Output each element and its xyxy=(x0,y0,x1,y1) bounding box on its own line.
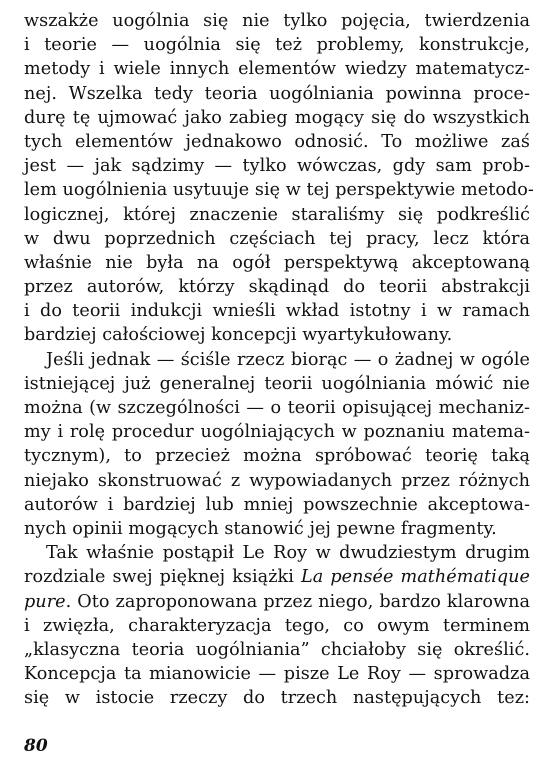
text-line: właśnie nie była na ogół perspektywą akceptowaną xyxy=(24,252,530,273)
paragraph-3 xyxy=(24,541,530,710)
text-line: przez autorów, którzy skądinąd do teorii abstrakcji xyxy=(24,277,530,298)
text-line: durę tę ujmować jako zabieg mogący się do wszystkich xyxy=(24,107,530,128)
text-line: się w istocie rzeczy do trzech następujących tez: xyxy=(24,688,530,709)
text-line: jest — jak sądzimy — tylko wówczas, gdy sam prob- xyxy=(24,156,530,177)
book-title-continued: pure xyxy=(24,591,66,612)
text-line: i teorie — uogólnia się też problemy, konstrukcje, xyxy=(24,35,530,56)
text-line: „klasyczna teoria uogólniania” chciałoby się określić. xyxy=(24,639,530,660)
text-line: logicznej, której znaczenie staraliśmy się podkreślić xyxy=(24,204,530,225)
text-line: tycznym), to przecież można spróbować teorię taką xyxy=(24,446,530,467)
text-line: Koncepcja ta mianowicie — pisze Le Roy — sprowadza xyxy=(24,664,530,685)
text-line: Jeśli jednak — ściśle rzecz biorąc — o żadnej w ogóle xyxy=(46,349,530,370)
text-line: my i rolę procedur uogólniających w poznaniu matema- xyxy=(24,422,530,443)
text-line-with-title xyxy=(24,565,530,589)
text-line: nych opinii mogących stanowić jej pewne fragmenty. xyxy=(24,518,497,539)
page-body xyxy=(24,9,534,710)
paragraph-2 xyxy=(24,348,530,542)
text-line: metody i wiele innych elementów wiedzy matematycz- xyxy=(24,59,530,80)
text-fragment: . Oto zaproponowana przez niego, bardzo klarowna xyxy=(65,591,530,612)
text-line: istniejącej już generalnej teorii uogólniania mówić nie xyxy=(24,373,530,394)
text-line: i zwięzła, charakteryzacja tego, co owym terminem xyxy=(24,615,530,636)
text-line: i do teorii indukcji wnieśli wkład istotny i w ramach xyxy=(24,301,530,322)
paragraph-1 xyxy=(24,9,534,348)
text-line: Tak właśnie postąpił Le Roy w dwudziestym drugim xyxy=(46,543,530,564)
text-line: autorów i bardziej lub mniej powszechnie akceptowa- xyxy=(24,494,530,515)
text-line-with-title xyxy=(24,590,530,614)
text-line: wszakże uogólnia się nie tylko pojęcia, twierdzenia xyxy=(24,11,530,31)
text-line: można (w szczególności — o teorii opisującej mechaniz- xyxy=(24,398,530,418)
text-fragment: rozdziale swej pięknej książki xyxy=(24,567,294,588)
text-line: tych elementów jednakowo odnosić. To możliwe zaś xyxy=(24,131,530,152)
page-number: 80 xyxy=(24,736,48,756)
text-line: niejako skonstruować z wypowiadanych przez różnych xyxy=(24,470,530,491)
text-line: lem uogólnienia usytuuje się w tej perspektywie metodo- xyxy=(24,180,534,201)
text-line: nej. Wszelka tedy teoria uogólniania powinna proce- xyxy=(24,83,530,104)
text-line: w dwu poprzednich częściach tej pracy, lecz która xyxy=(24,228,530,249)
text-line: bardziej całościowej koncepcji wyartykułowany. xyxy=(24,325,453,346)
book-title: La pensée mathématique xyxy=(301,567,530,588)
